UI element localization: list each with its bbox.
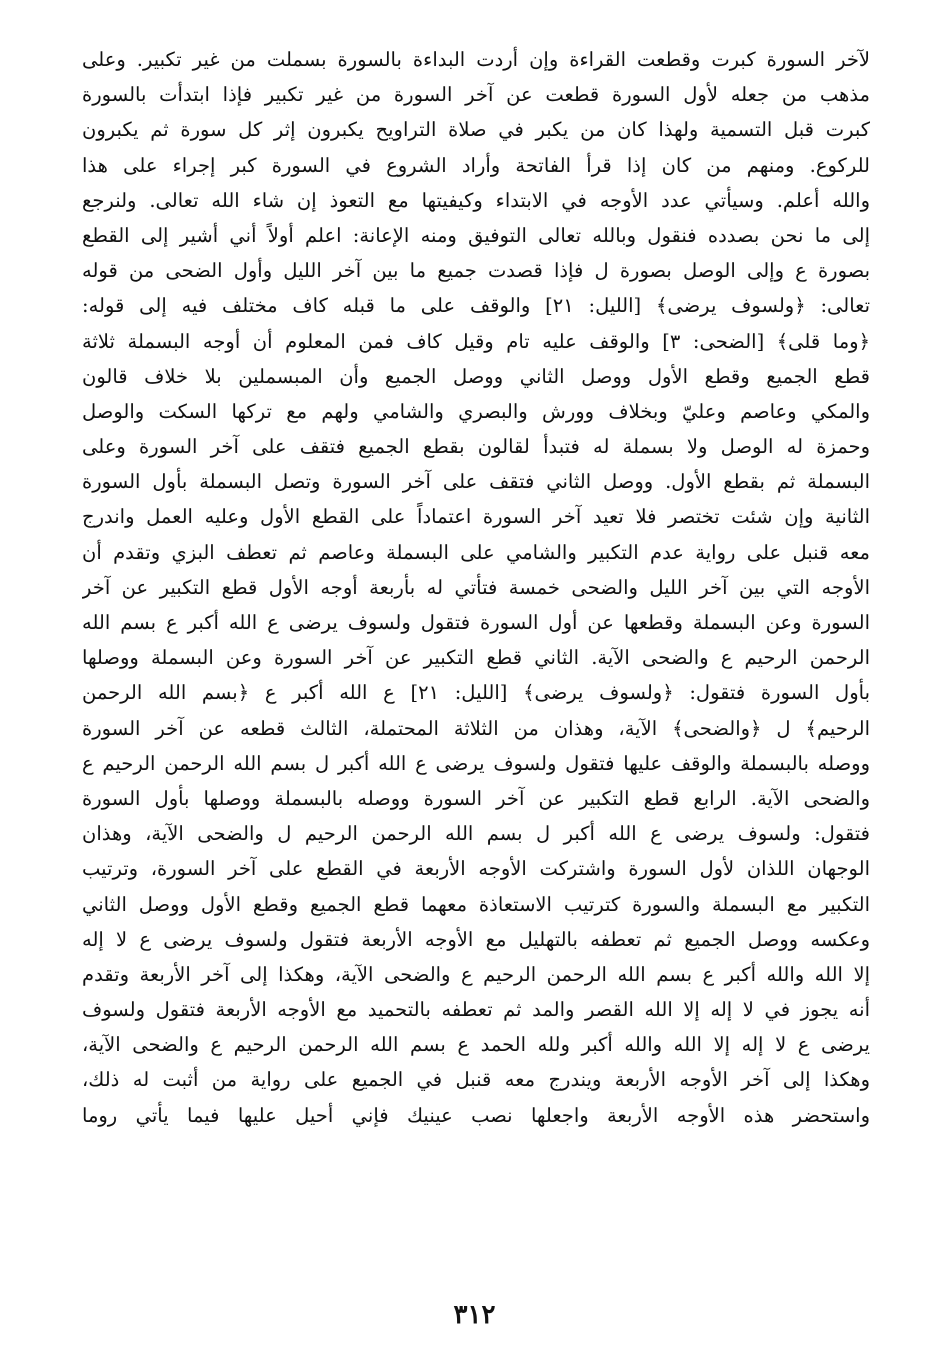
text-line: وهكذا إلى آخر الأوجه الأربعة ويندرج معه قنبل في الجميع على رواية من أثبت له ذلك،: [82, 1068, 870, 1092]
text-line: للركوع. ومنهم من كان إذا قرأ الفاتحة وأراد الشروع في السورة كبر إجراء على هذا: [82, 153, 870, 177]
text-line: بأول السورة فتقول: ﴿ولسوف يرضى﴾ [الليل: ٢١] ع الله أكبر ع ﴿بسم الله الرحمن: [82, 681, 870, 705]
text-line: بصورة ع وإلى الوصل بصورة ل فإذا قصدت جميع ما بين آخر الليل وأول الضحى من قوله: [82, 259, 870, 283]
text-line: البسملة ثم بقطع الأول. ووصل الثاني فتقف على آخر السورة وتصل البسملة بأول السورة: [82, 470, 870, 494]
body-text: [82, 42, 870, 1133]
text-line: الثانية وإن شئت تختصر فلا تعيد آخر السورة اعتماداً على القطع الأول وعليه العمل واندرج: [82, 505, 870, 529]
text-line: الرحيم﴾ ل ﴿والضحى﴾ الآية، وهذان من الثلاثة المحتملة، الثالث قطعه عن آخر السورة: [82, 716, 870, 740]
text-line: إلى ما نحن بصدده فنقول وبالله تعالى التوفيق ومنه الإعانة: اعلم أولاً أني أشير إلى القطع: [82, 223, 870, 247]
text-line: لآخر السورة كبرت وقطعت القراءة وإن أردت البداءة بالسورة بسملت من غير تكبير. وعلى: [82, 48, 870, 71]
text-line: والمكي وعاصم وعليّ وبخلاف وورش والبصري والشامي ولهم مع تركها السكت والوصل: [82, 399, 870, 423]
text-line: واستحضر هذه الأوجه الأربعة واجعلها نصب عينيك فإني أحيل عليها فيما يأتي روما: [82, 1103, 870, 1127]
text-line: وحمزة له الوصل ولا بسملة له فتبدأ لقالون بقطع الجميع فتقف على آخر السورة وعلى: [82, 435, 870, 459]
text-line: تعالى: ﴿ولسوف يرضى﴾ [الليل: ٢١] والوقف على ما قبله كاف مختلف فيه إلى قوله:: [82, 294, 870, 318]
text-line: الأوجه التي بين آخر الليل والضحى خمسة فتأتي له بأربعة أوجه الأول قطع التكبير عن آخر: [82, 575, 870, 599]
text-line: السورة وعن البسملة وقطعها عن أول السورة فتقول ولسوف يرضى ع الله أكبر ع بسم الله: [82, 611, 870, 634]
text-line: ﴿وما قلى﴾ [الضحى: ٣] والوقف عليه تام وقيل كاف فمن المعلوم أن أوجه البسملة ثلاثة: [82, 329, 870, 353]
text-line: مذهب من جعله لأول السورة قطعت عن آخر السورة من غير تكبير فإذا ابتدأت بالسورة: [82, 83, 870, 107]
text-line: أنه يجوز في لا إله إلا الله القصر والمد ثم تعطفه بالتحميد مع الأوجه الأربعة فتقول ولسوف: [82, 998, 870, 1022]
text-line: الرحمن الرحيم ع والضحى الآية. الثاني قطع التكبير عن آخر السورة وعن البسملة ووصلها: [82, 646, 870, 670]
text-line: كبرت قبل التسمية ولهذا كان من يكبر في صلاة التراويح يكبرون إثر كل سورة ثم يكبرون: [82, 118, 870, 142]
text-line: فتقول: ولسوف يرضى ع الله أكبر ل بسم الله الرحمن الرحيم ل والضحى الآية، وهذان: [82, 822, 870, 846]
text-line: قطع الجميع وقطع الأول ووصل الثاني ووصل الجميع وأن المبسملين بلا خلاف قالون: [82, 364, 870, 388]
text-line: معه قنبل على رواية عدم التكبير والشامي على البسملة وعاصم ثم تعطف البزي وتقدم أن: [82, 540, 870, 564]
text-line: ووصله بالبسملة والوقف عليها فتقول ولسوف يرضى ع الله أكبر ل بسم الله الرحمن الرحيم ع: [82, 751, 870, 775]
text-line: التكبير مع البسملة والسورة كترتيب الاستعاذة معهما قطع الجميع وقطع الأول ووصل الثاني: [82, 892, 870, 916]
text-line: إلا الله والله أكبر ع بسم الله الرحمن الرحيم ع والضحى الآية، وهكذا إلى آخر الأربعة وتقدم: [82, 962, 870, 986]
page-number: ٣١٢: [453, 1300, 496, 1330]
text-line: الوجهان اللذان لأول السورة واشتركت الأوجه الأربعة في القطع على آخر السورة، وترتيب: [82, 857, 870, 881]
text-line: والله أعلم. وسيأتي عدد الأوجه في الابتداء وكيفيتها مع التعوذ إن شاء الله تعالى. ولنرجع: [82, 188, 870, 212]
text-line: وعكسه ووصل الجميع ثم تعطفه بالتهليل مع الأوجه الأربعة فتقول ولسوف يرضى ع لا إله: [82, 927, 870, 951]
text-line: يرضى ع لا إله إلا الله والله أكبر ولله الحمد ع بسم الله الرحمن الرحيم ع والضحى الآية،: [82, 1033, 870, 1057]
text-line: والضحى الآية. الرابع قطع التكبير عن آخر السورة ووصله بالبسملة ووصلها بأول السورة: [82, 786, 870, 810]
